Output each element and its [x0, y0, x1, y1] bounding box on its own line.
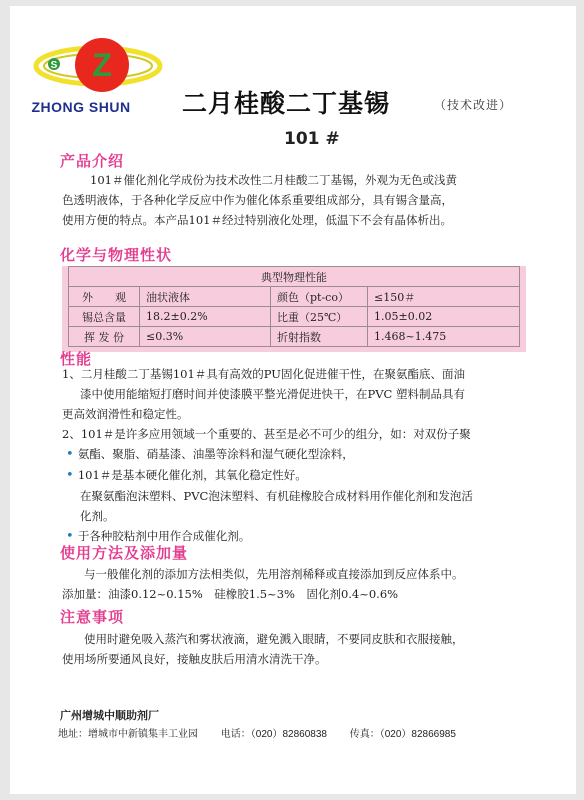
brand-name: ZHONG SHUN: [31, 99, 131, 115]
performance-line: 化剂。: [80, 509, 115, 523]
notes-line: 使用时避免吸入蒸汽和雾状液滴，避免溅入眼睛，不要同皮肤和衣服接触，: [84, 632, 464, 646]
bullet-text: 氨酯、聚脂、硝基漆、油墨等涂料和湿气硬化型涂料，: [77, 447, 354, 461]
table-cell: 挥 发 份: [69, 327, 140, 347]
performance-bullet-item: [62, 444, 542, 465]
footer-fax: 传真：（020）82866985: [349, 729, 456, 740]
intro-line: 101＃催化剂化学成份为技术改性二月桂酸二丁基锡，外观为无色或浅黄: [90, 173, 457, 187]
table-cell: 锡总含量: [69, 307, 140, 327]
table-cell: 比重（25℃）: [271, 307, 368, 327]
usage-text: [62, 564, 542, 604]
table-row: [69, 307, 520, 327]
table-cell: 18.2±0.2%: [140, 307, 271, 327]
intro-line: 使用方便的特点。本产品101＃经过特别液化处理，低温下不会有晶体析出。: [62, 213, 452, 227]
intro-heading: 产品介绍: [60, 152, 125, 170]
performance-line: 2、101＃是许多应用领域一个重要的、甚至是必不可少的组分，如：对双份子聚: [62, 427, 471, 441]
footer-company: 广州增城中顺助剂厂: [60, 710, 159, 722]
table-cell: 油状液体: [140, 287, 271, 307]
notes-line: 使用场所要通风良好，接触皮肤后用清水清洗干净。: [62, 652, 327, 666]
notes-heading: 注意事项: [60, 608, 125, 626]
properties-table: [68, 266, 520, 347]
performance-line: 1、二月桂酸二丁基锡101＃具有高效的PU固化促进催干性，在聚氨酯底、面油: [62, 367, 465, 381]
table-row: [69, 287, 520, 307]
usage-heading: 使用方法及添加量: [60, 544, 189, 562]
table-cell: ≤0.3%: [140, 327, 271, 347]
footer-phone: 电话：（020）82860838: [220, 729, 327, 740]
table-title: 典型物理性能: [69, 267, 520, 287]
performance-heading: 性能: [60, 350, 93, 368]
table-cell: 折射指数: [271, 327, 368, 347]
product-code: 101 #: [284, 129, 340, 149]
usage-line: 添加量：油漆0.12~0.15% 硅橡胶1.5~3% 固化剂0.4~0.6%: [62, 587, 399, 601]
performance-line: 在聚氨酯泡沫塑料、PVC泡沫塑料、有机硅橡胶合成材料用作催化剂和发泡活: [80, 489, 473, 503]
properties-heading: 化学与物理性状: [60, 246, 173, 264]
performance-text: [62, 364, 542, 547]
table-cell: ≤150＃: [368, 287, 520, 307]
logo-letter-z: Z: [92, 47, 112, 83]
bullet-icon: •: [66, 447, 78, 462]
performance-bullet-item: [62, 465, 542, 486]
bullet-icon: •: [66, 468, 78, 483]
logo-letter-s: S: [50, 60, 58, 71]
page-subtitle: （技术改进）: [434, 98, 513, 112]
bullet-text: 于各种胶粘剂中用作合成催化剂。: [77, 529, 251, 543]
company-logo: [30, 32, 170, 102]
performance-line: 漆中使用能缩短打磨时间并使漆膜平整光滑促进快干，在PVC 塑料制品具有: [80, 387, 465, 401]
performance-line: 更高效润滑性和稳定性。: [62, 407, 189, 421]
intro-text: [62, 170, 542, 230]
table-cell: 外 观: [69, 287, 140, 307]
footer-address: 地址：增城市中新镇集丰工业园: [58, 729, 198, 740]
usage-line: 与一般催化剂的添加方法相类似，先用溶剂稀释或直接添加到反应体系中。: [84, 567, 464, 581]
table-row: [69, 327, 520, 347]
table-cell: 颜色（pt-co）: [271, 287, 368, 307]
bullet-text: 101＃是基本硬化催化剂，其氧化稳定性好。: [77, 468, 307, 482]
intro-line: 色透明液体，于各种化学反应中作为催化体系重要组成部分，具有锡含量高，: [62, 193, 453, 207]
page-title: 二月桂酸二丁基锡: [182, 89, 391, 118]
table-cell: 1.468~1.475: [368, 327, 520, 347]
bullet-icon: •: [66, 529, 78, 544]
footer-contact: [58, 725, 456, 740]
notes-text: [62, 629, 542, 669]
table-header-row: [69, 267, 520, 287]
table-cell: 1.05±0.02: [368, 307, 520, 327]
